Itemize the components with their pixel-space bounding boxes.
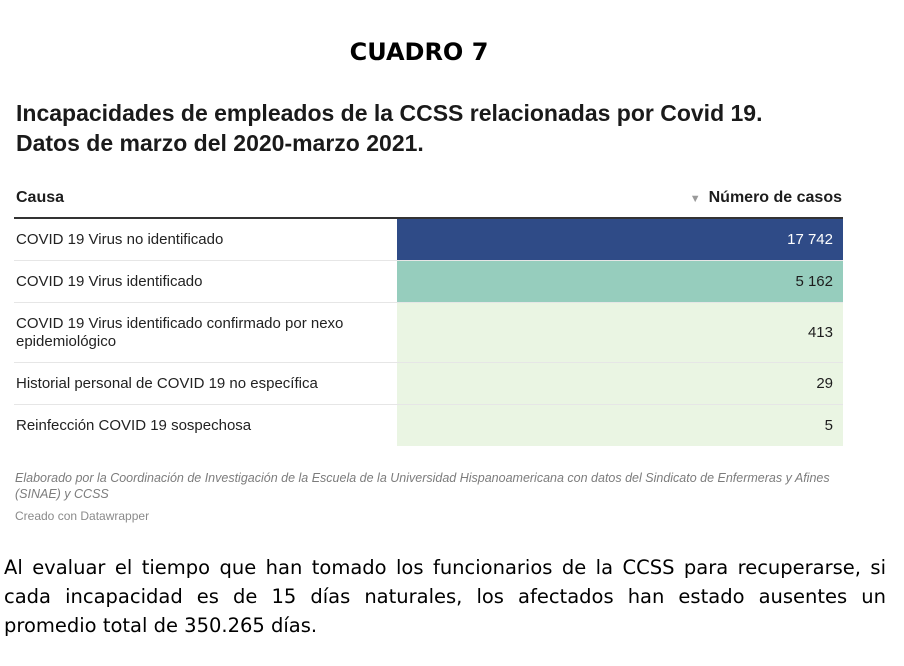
cause-cell: COVID 19 Virus identificado confirmado por nexo epidemiológico <box>16 314 344 350</box>
cause-cell: Historial personal de COVID 19 no específica <box>16 374 318 392</box>
incapacities-table <box>14 184 843 446</box>
title-line-2: Datos de marzo del 2020-marzo 2021. <box>16 130 424 156</box>
cuadro-heading: CUADRO 7 <box>349 38 489 66</box>
title-line-1: Incapacidades de empleados de la CCSS relacionadas por Covid 19. <box>16 100 763 126</box>
table-header <box>14 184 843 219</box>
column-header-cause[interactable]: Causa <box>16 189 65 206</box>
body-paragraph: Al evaluar el tiempo que han tomado los funcionarios de la CCSS para recuperarse, si cada incapacidad es de 15 días naturales, los afectados han estado ausentes un promedio total de 350.265 días. <box>4 556 886 637</box>
table-row <box>14 405 843 446</box>
cases-cell: 29 <box>397 363 843 404</box>
cause-cell: COVID 19 Virus identificado <box>16 272 203 290</box>
cases-cell: 413 <box>397 303 843 362</box>
cause-cell: Reinfección COVID 19 sospechosa <box>16 416 252 434</box>
cause-cell: COVID 19 Virus no identificado <box>16 230 224 248</box>
table-row <box>14 303 843 363</box>
datawrapper-credit[interactable]: Creado con Datawrapper <box>15 509 150 523</box>
table-row <box>14 363 843 405</box>
table-title <box>16 98 856 158</box>
cases-cell: 17 742 <box>397 219 843 260</box>
cases-cell: 5 162 <box>397 261 843 302</box>
cases-cell: 5 <box>397 405 843 446</box>
table-row <box>14 261 843 303</box>
source-notes: Elaborado por la Coordinación de Investigación de la Escuela de la Universidad Hispanoamericana con datos del Sindicato de Enfermeras y Afines (SINAE) y CCSS <box>15 471 830 501</box>
table-row <box>14 219 843 261</box>
column-header-cases-label: Número de casos <box>708 189 842 206</box>
column-header-cases[interactable] <box>662 189 843 217</box>
sort-descending-icon: ▼ <box>689 193 701 205</box>
